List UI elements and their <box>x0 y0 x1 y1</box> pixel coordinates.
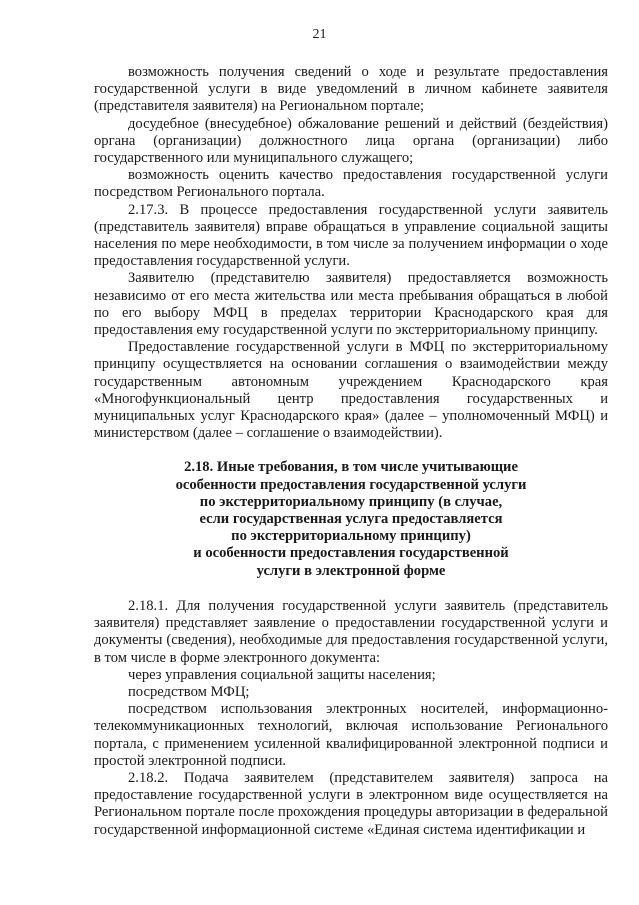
list-item-social-protection: через управления социальной защиты населения; <box>128 666 436 683</box>
heading-line: особенности предоставления государственной услуги <box>175 476 527 493</box>
page-number: 21 <box>312 27 327 42</box>
heading-line: 2.18. Иные требования, в том числе учитывающие <box>184 459 518 476</box>
heading-line: если государственная услуга предоставляется <box>199 511 503 528</box>
heading-line: услуги в электронной форме <box>256 562 446 579</box>
paragraph-quality-rating: возможность оценить качество предоставления государственной услуги посредством Регионального портала. <box>94 167 608 201</box>
paragraph-mfc-agreement: Предоставление государственной услуги в МФЦ по экстерриториальному принципу осуществляется на основании соглашения о взаимодействии между государственным автономным учреждением Краснодарского края «Многофункциональный центр предоставления государственных и муниципальных услуг Краснодарского края» (далее – уполномоченный МФЦ) и министерством (далее – соглашение о взаимодействии). <box>94 339 608 442</box>
heading-line: по экстерриториальному принципу) <box>231 528 471 545</box>
document-body <box>94 64 608 839</box>
list-item-electronic: посредством использования электронных носителей, информационно-телекоммуникационных технологий, включая использование Регионального портала, с применением усиленной квалифицированной электронной подписи и простой электронной подписи. <box>94 701 608 769</box>
heading-line: по экстерриториальному принципу (в случае, <box>199 493 503 510</box>
paragraph-2-18-1: 2.18.1. Для получения государственной услуги заявитель (представитель заявителя) представляет заявление о предоставлении государственной услуги и документы (сведения), необходимые для предоставления государственной услуги, в том числе в форме электронного документа: <box>94 597 608 666</box>
list-item-mfc: посредством МФЦ; <box>128 683 250 700</box>
paragraph-appeal: досудебное (внесудебное) обжалование решений и действий (бездействия) органа (организации) должностного лица органа (организации) либо государственного или муниципального служащего; <box>94 115 608 167</box>
paragraph-2-18-2: 2.18.2. Подача заявителем (представителем заявителя) запроса на предоставление государственной услуги в электронном виде осуществляется на Региональном портале после прохождения процедуры авторизации в федеральной государственной информационной системе «Единая система идентификации и <box>94 769 608 838</box>
heading-line: и особенности предоставления государственной <box>193 545 509 562</box>
section-heading-2-18 <box>94 459 608 579</box>
paragraph-extraterritorial-right: Заявителю (представителю заявителя) предоставляется возможность независимо от его места жительства или места пребывания обращаться в любой по его выбору МФЦ в пределах территории Краснодарского края для предоставления ему государственной услуги по экстерриториальному принципу. <box>94 270 608 339</box>
paragraph-2-17-3: 2.17.3. В процессе предоставления государственной услуги заявитель (представитель заявителя) вправе обращаться в управление социальной защиты населения по мере необходимости, в том числе за получением информации о ходе предоставления государственной услуги. <box>94 201 608 270</box>
paragraph-portal-status: возможность получения сведений о ходе и результате предоставления государственной услуги в виде уведомлений в личном кабинете заявителя (представителя заявителя) на Региональном портале; <box>94 64 608 115</box>
